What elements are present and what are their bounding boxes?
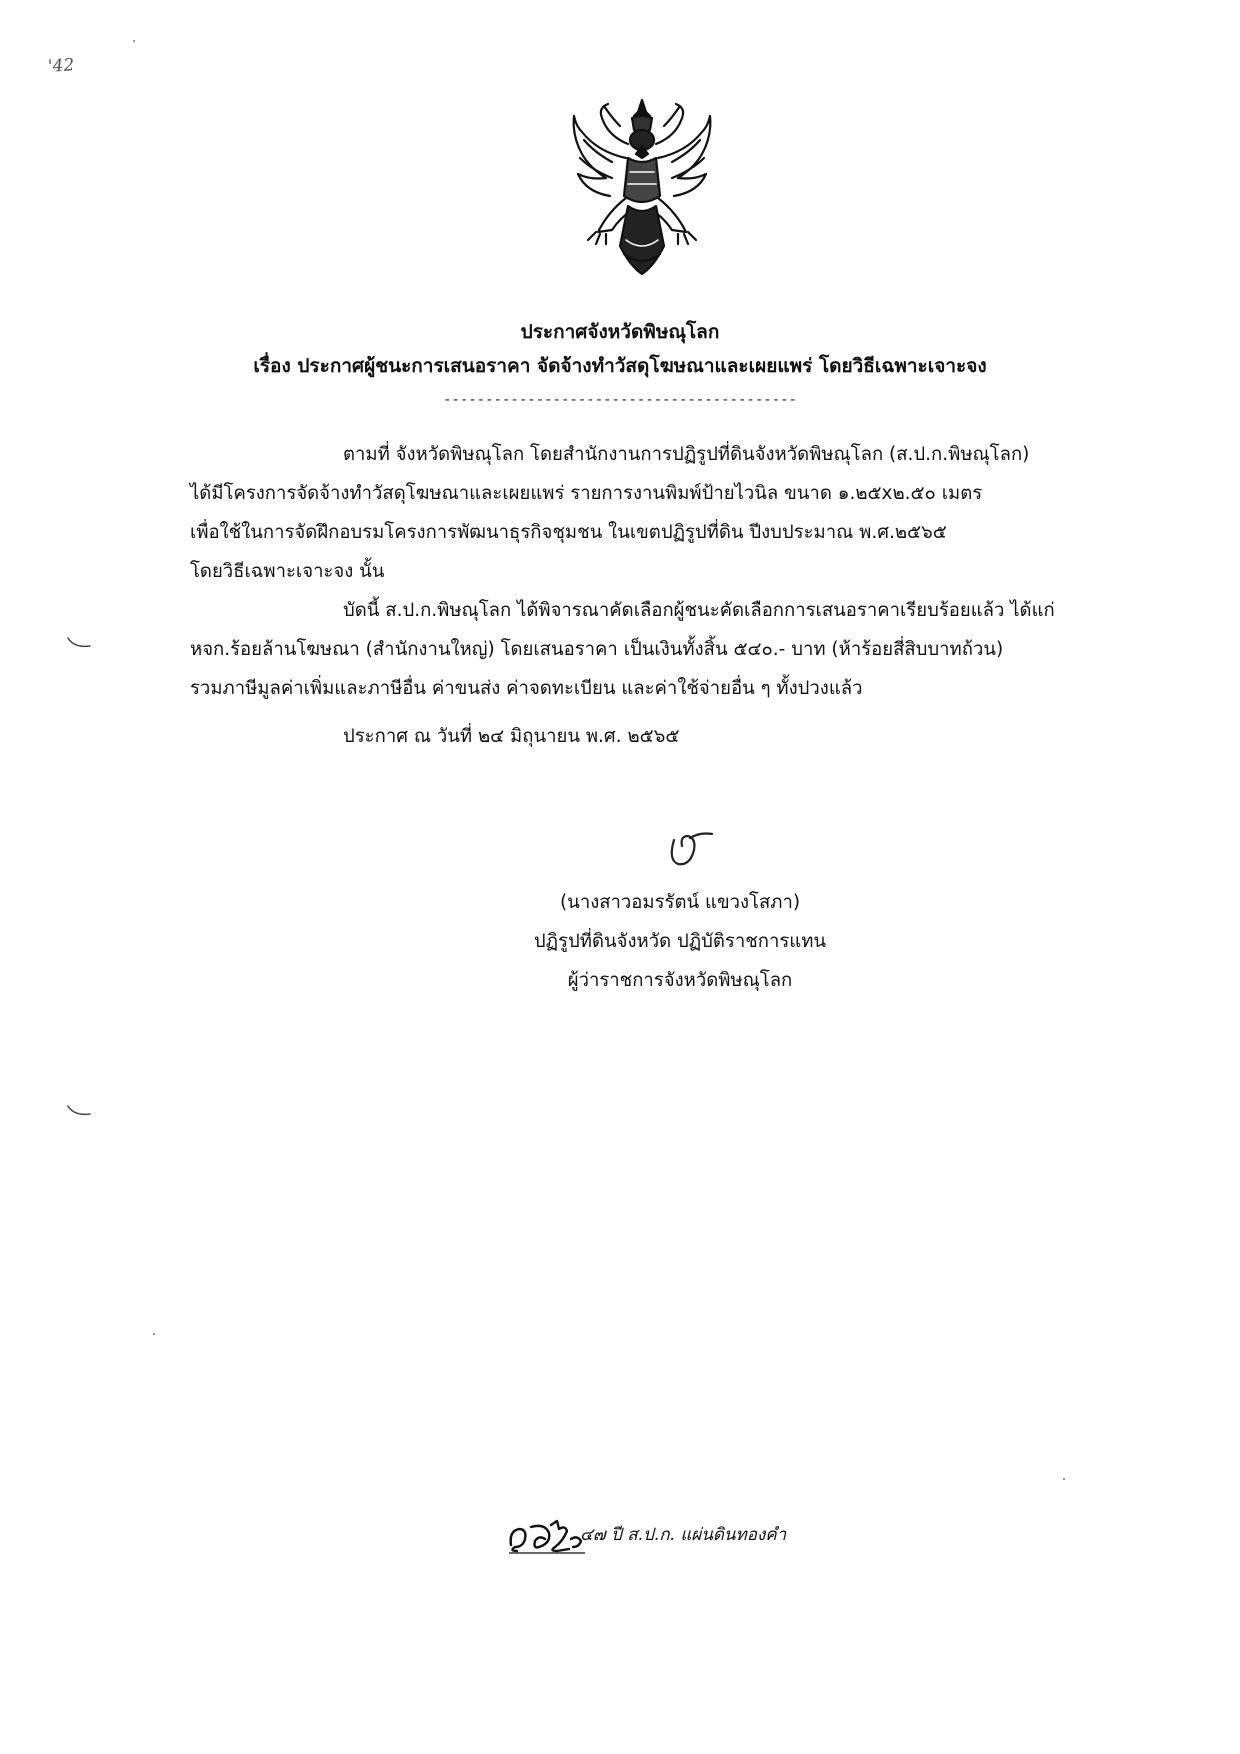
alro-47-years-logo-icon: [505, 1517, 589, 1555]
body-line: ได้มีโครงการจัดจ้างทำวัสดุโฆษณาและเผยแพร่ รายการงานพิมพ์ป้ายไวนิล ขนาด ๑.๒๕x๒.๕๐ เมตร: [190, 483, 983, 504]
scan-speck: [1063, 1478, 1065, 1480]
handwritten-page-mark: '42: [47, 55, 75, 77]
footer-slogan: ๔๗ ปี ส.ป.ก. แผ่นดินทองคำ: [580, 1525, 787, 1545]
scan-speck: [133, 40, 135, 42]
hole-punch-mark: [66, 636, 94, 652]
announcement-date: ประกาศ ณ วันที่ ๒๔ มิถุนายน พ.ศ. ๒๕๖๕: [343, 726, 680, 747]
body-line: รวมภาษีมูลค่าเพิ่มและภาษีอื่น ค่าขนส่ง ค่าจดทะเบียน และค่าใช้จ่ายอื่น ๆ ทั้งปวงแล้ว: [190, 678, 863, 699]
signatory-name: (นางสาวอมรรัตน์ แขวงโสภา): [559, 892, 801, 913]
body-line: ตามที่ จังหวัดพิษณุโลก โดยสำนักงานการปฏิรูปที่ดินจังหวัดพิษณุโลก (ส.ป.ก.พิษณุโลก): [343, 444, 1030, 465]
signatory-position: ผู้ว่าราชการจังหวัดพิษณุโลก: [567, 970, 793, 991]
body-line: หจก.ร้อยล้านโฆษณา (สำนักงานใหญ่) โดยเสนอราคา เป็นเงินทั้งสิ้น ๕๔๐.- บาท (ห้าร้อยสี่สิบบาทถ้วน): [190, 639, 1004, 660]
scan-speck: [153, 1333, 155, 1335]
signatory-block: [480, 888, 880, 917]
announcement-subject: เรื่อง ประกาศผู้ชนะการเสนอราคา จัดจ้างทำวัสดุโฆษณาและเผยแพร่ โดยวิธีเฉพาะเจาะจง: [253, 355, 987, 377]
announcement-title: ประกาศจังหวัดพิษณุโลก: [520, 321, 720, 343]
signatory-position: ปฏิรูปที่ดินจังหวัด ปฏิบัติราชการแทน: [533, 931, 827, 952]
handwritten-signature: [660, 820, 720, 868]
hole-punch-mark: [66, 1104, 94, 1120]
signatory-block: [480, 927, 880, 956]
body-line: บัดนี้ ส.ป.ก.พิษณุโลก ได้พิจารณาคัดเลือกผู้ชนะคัดเลือกการเสนอราคาเรียบร้อยแล้ว ได้แก่: [343, 600, 1055, 621]
title-divider: ------------------------------------------: [442, 392, 797, 408]
body-line: เพื่อใช้ในการจัดฝึกอบรมโครงการพัฒนาธุรกิจชุมชน ในเขตปฏิรูปที่ดิน ปีงบประมาณ พ.ศ.๒๕๖๕: [190, 522, 947, 543]
garuda-emblem-icon: [568, 96, 716, 280]
body-line: โดยวิธีเฉพาะเจาะจง นั้น: [190, 561, 385, 582]
signatory-block: [480, 966, 880, 995]
